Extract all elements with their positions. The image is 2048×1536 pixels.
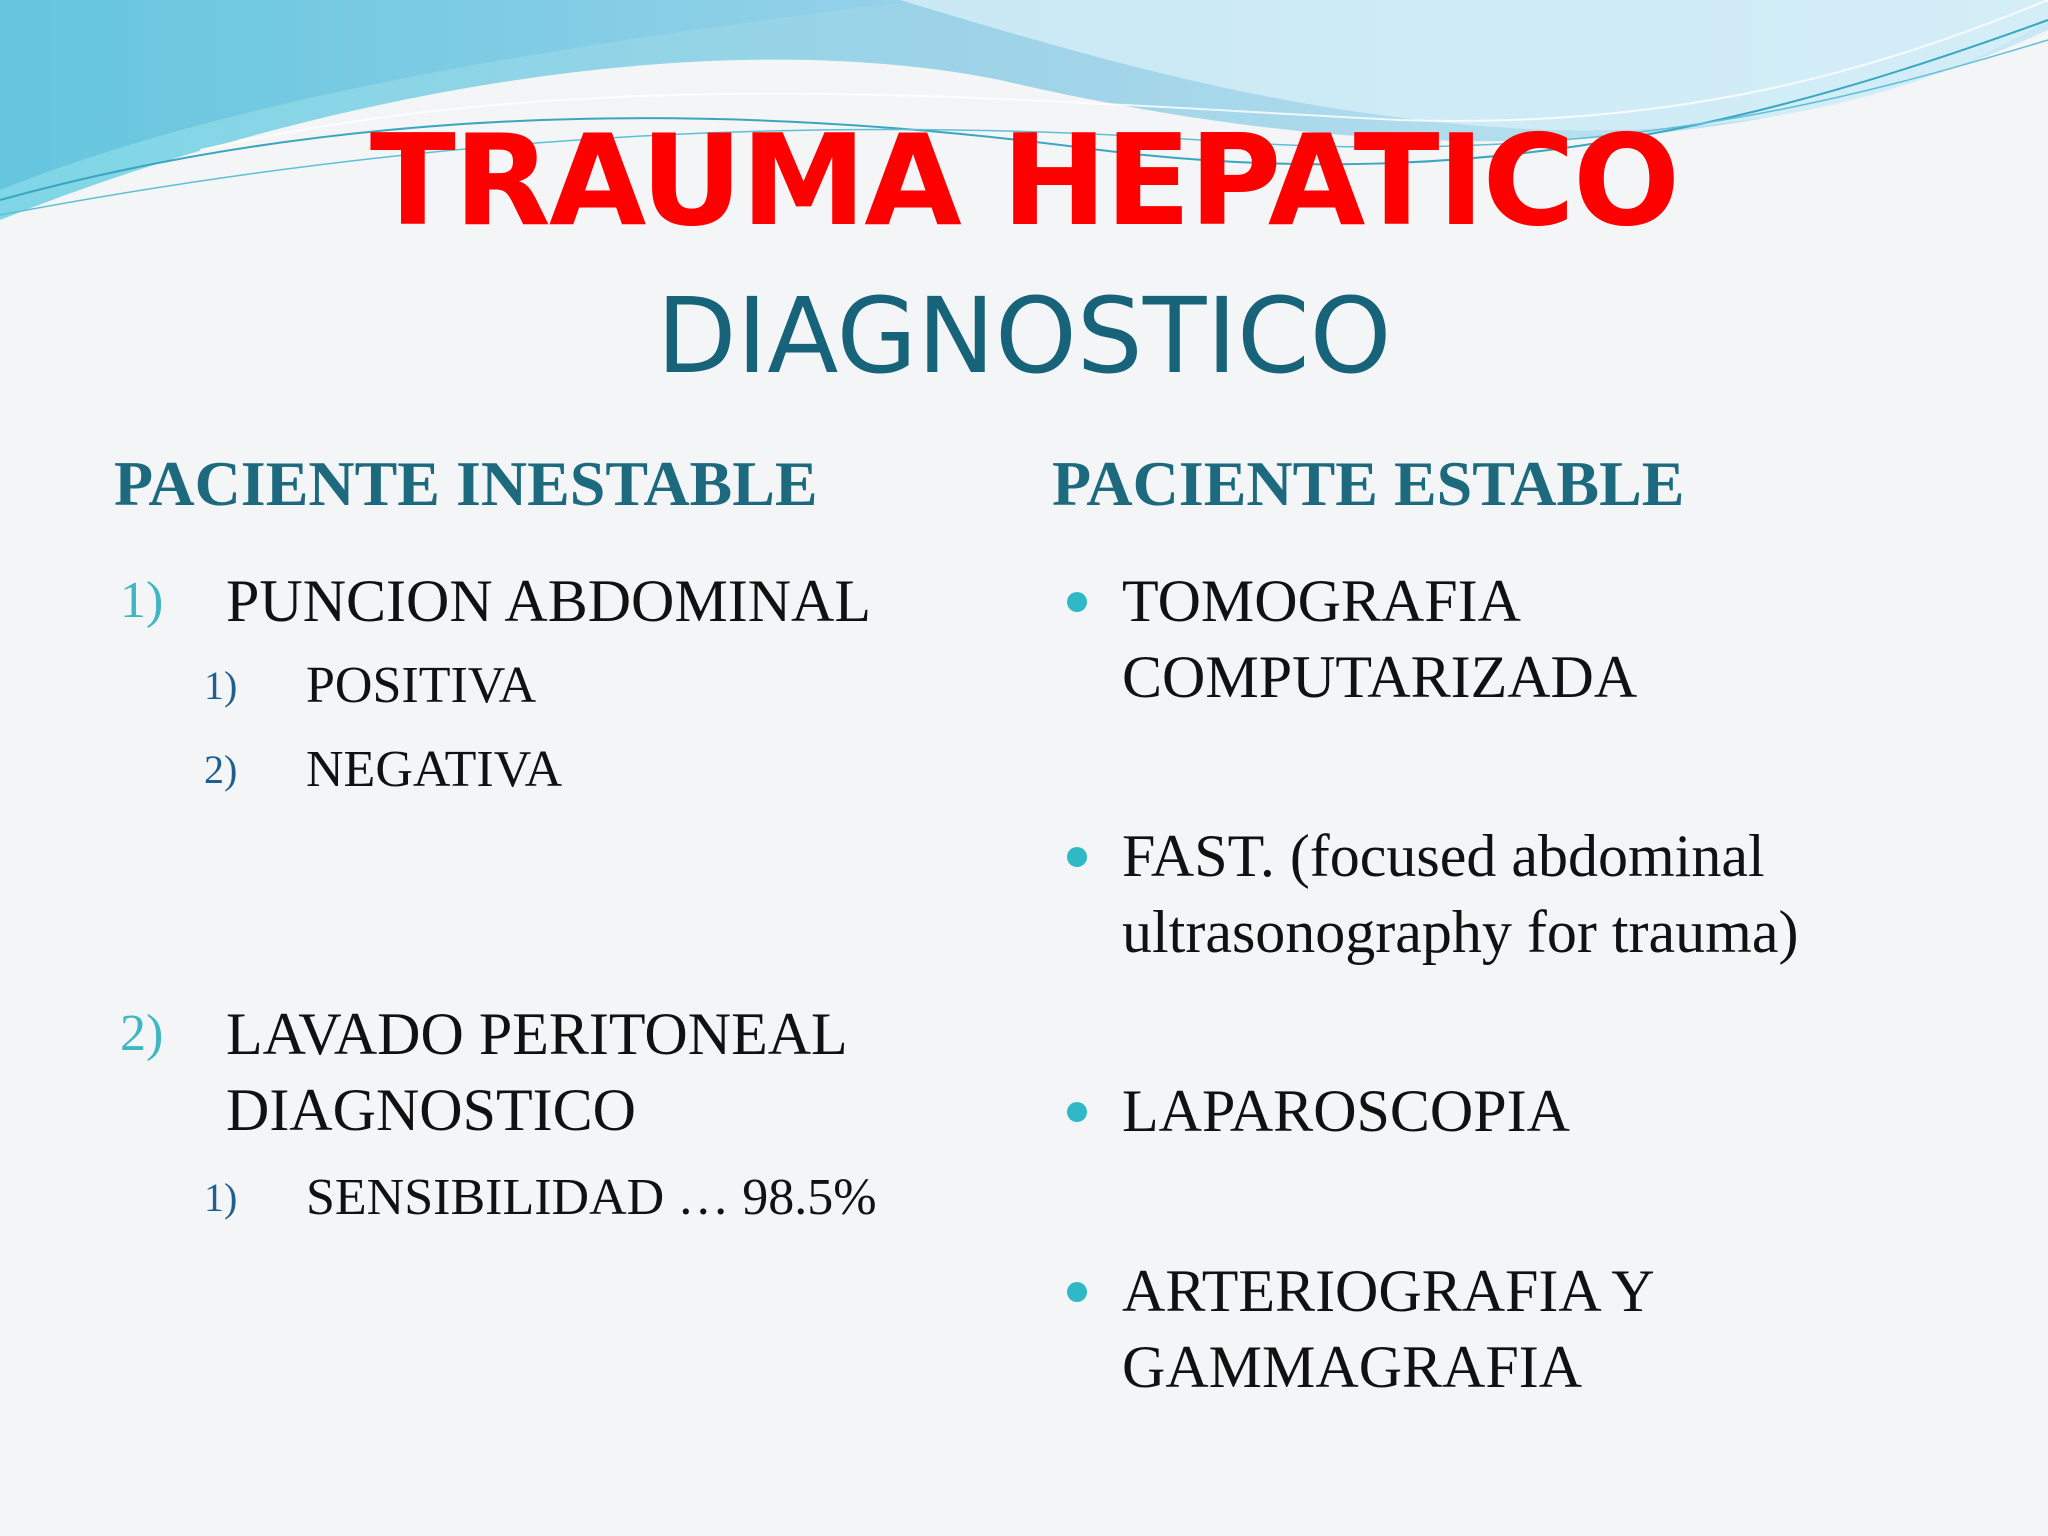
list-item: LAVADO PERITONEAL [226, 1001, 848, 1067]
left-column-heading: PACIENTE INESTABLE [114, 448, 818, 519]
list-item: LAPAROSCOPIA [1122, 1078, 1570, 1144]
list-item: FAST. (focused abdominal [1122, 823, 1765, 889]
bullet-icon [1067, 1282, 1087, 1302]
right-column-heading: PACIENTE ESTABLE [1052, 448, 1685, 519]
list-item-continuation: COMPUTARIZADA [1122, 644, 1638, 710]
sublist-number: 1) [204, 663, 238, 708]
list-item: TOMOGRAFIA [1122, 568, 1521, 634]
list-item-continuation: DIAGNOSTICO [226, 1077, 636, 1143]
list-item: ARTERIOGRAFIA Y [1122, 1258, 1655, 1324]
bullet-icon [1067, 592, 1087, 612]
list-item: PUNCION ABDOMINAL [226, 568, 872, 634]
slide-title: TRAUMA HEPATICO [369, 107, 1679, 254]
sublist-item: NEGATIVA [306, 741, 563, 798]
bullet-icon [1067, 847, 1087, 867]
bullet-icon [1067, 1102, 1087, 1122]
sublist-item: POSITIVA [306, 657, 537, 714]
sublist-number: 1) [204, 1175, 238, 1220]
list-number: 2) [120, 1005, 164, 1062]
sublist-item: SENSIBILIDAD … 98.5% [306, 1169, 877, 1226]
list-item-continuation: GAMMAGRAFIA [1122, 1334, 1583, 1400]
sublist-number: 2) [204, 747, 238, 792]
list-item-continuation: ultrasonography for trauma) [1122, 899, 1799, 965]
list-number: 1) [120, 572, 164, 629]
slide-subtitle: DIAGNOSTICO [656, 275, 1392, 397]
